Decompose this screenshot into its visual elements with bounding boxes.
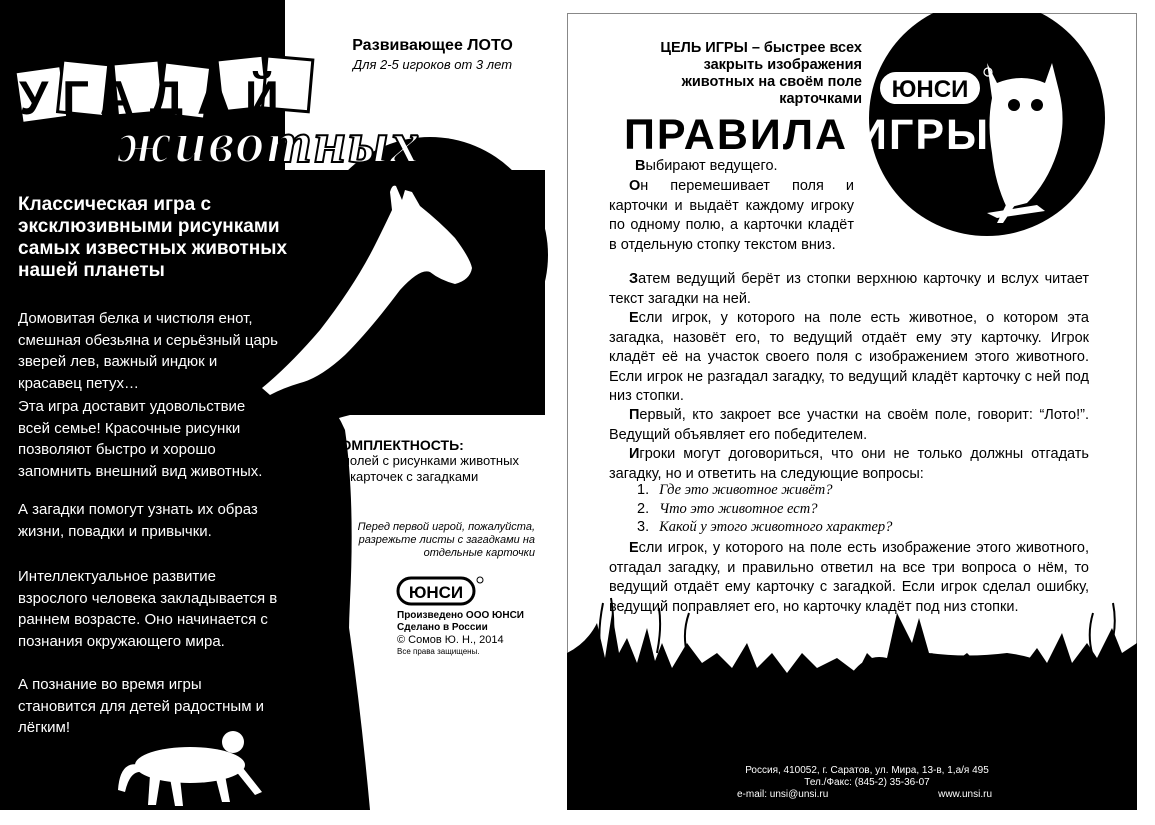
footer-address: Россия, 410052, г. Саратов, ул. Мира, 13-в, 1,а/я 495	[745, 765, 989, 776]
brand-logo-large-text: ЮНСИ	[891, 76, 969, 103]
subtitle-main: Развивающее ЛОТО	[352, 37, 513, 54]
rule-paragraph: Если игрок, у которого на поле есть животное, о котором эта загадка, назовёт его, то ведущий отдаёт ему эту карточку. Игрок кладёт её на участок своего поля с изображением этого животного. Если игрок не разгадал загадку, то ведущий кладёт карточку с ней под низ стопки.	[609, 310, 1089, 404]
cut-note: Перед первой игрой, пожалуйста, разрежьте листы с загадками на отдельные карточки	[357, 521, 535, 559]
rules-title-word2: ИГРЫ	[856, 111, 991, 159]
game-goal: ЦЕЛЬ ИГРЫ – быстрее всех закрыть изображения животных на своём поле карточками	[660, 40, 862, 107]
imprint-origin: Сделано в России	[397, 622, 488, 633]
footer-email[interactable]: e-mail: unsi@unsi.ru	[737, 789, 829, 800]
rules-title	[624, 111, 990, 160]
contents-item: 30 карточек с загадками	[332, 469, 479, 484]
left-paragraph: Домовитая белка и чистюля енот, смешная обезьяна и серьёзный царь зверей лев, важный индюк и красавец петух…	[18, 310, 278, 392]
list-item: 2. Что это животное ест?	[637, 500, 818, 517]
list-item: 3. Какой у этого животного характер?	[637, 519, 893, 535]
left-paragraph: А познание во время игры становится для детей радостным и лёгким!	[18, 676, 265, 736]
question-list	[637, 481, 892, 537]
left-paragraph: А загадки помогут узнать их образ жизни, повадки и привычки.	[18, 501, 258, 540]
subtitle-players: Для 2-5 игроков от 3 лет	[352, 57, 513, 72]
game-subtitle	[325, 37, 540, 72]
brand-logo-large	[875, 66, 995, 117]
rule-paragraph: Если игрок, у которого на поле есть изображение этого животного, отгадал загадку, и правильно ответил на все три вопроса о нём, то ведущий отдаёт ему карточку с загадкой. Если игрок сделал ошибку, ведущий поправляет его, но карточку кладёт под низ стопки.	[609, 540, 1089, 615]
contents-heading: КОМПЛЕКТНОСТЬ:	[332, 437, 464, 453]
contents-block	[332, 437, 557, 485]
left-paragraph: Интеллектуальное развитие взрослого человека закладывается в раннем возрасте. Оно начинается с познания окружающего мира.	[18, 568, 278, 650]
imprint	[397, 610, 557, 658]
list-item: 1. Где это животное живёт?	[637, 482, 833, 498]
brand-logo-text: ЮНСИ	[408, 583, 464, 602]
brand-logo	[396, 575, 486, 612]
publisher-footer	[717, 765, 1017, 801]
imprint-copyright: © Сомов Ю. Н., 2014	[397, 634, 504, 646]
logo-line2: животных	[117, 110, 422, 172]
left-page	[0, 0, 560, 810]
rule-paragraph: Первый, кто закроет все участки на своём поле, говорит: “Лото!”. Ведущий объявляет его победителем.	[609, 407, 1089, 443]
rule-paragraph: Затем ведущий берёт из стопки верхнюю карточку и вслух читает текст загадки на ней.	[609, 271, 1089, 307]
footer-website[interactable]: www.unsi.ru	[938, 789, 992, 800]
footer-phone: Тел./Факс: (845-2) 35-36-07	[804, 777, 930, 788]
imprint-maker: Произведено ООО ЮНСИ	[397, 610, 524, 621]
right-page	[567, 13, 1137, 810]
rule-paragraph: Выбирают ведущего.	[635, 158, 778, 174]
logo-line1: УГАДАЙ	[19, 71, 293, 124]
contents-item: 5 полей с рисунками животных	[332, 453, 519, 468]
left-paragraph: Эта игра доставит удовольствие всей семье! Красочные рисунки позволяют быстро и хорошо запомнить внешний вид животных.	[18, 398, 263, 480]
tagline: Классическая игра с эксклюзивными рисунками самых известных животных нашей планеты	[18, 194, 288, 281]
rules-title-word1: ПРАВИЛА	[624, 111, 849, 159]
rule-paragraph: Он перемешивает поля и карточки и выдаёт каждому игроку по одному полю, а карточки кладёт в отдельную стопку текстом вниз.	[609, 178, 854, 253]
rule-paragraph: Игроки могут договориться, что они не только должны отгадать загадку, но и ответить на следующие вопросы:	[609, 446, 1089, 482]
imprint-rights: Все права защищены.	[397, 647, 480, 656]
